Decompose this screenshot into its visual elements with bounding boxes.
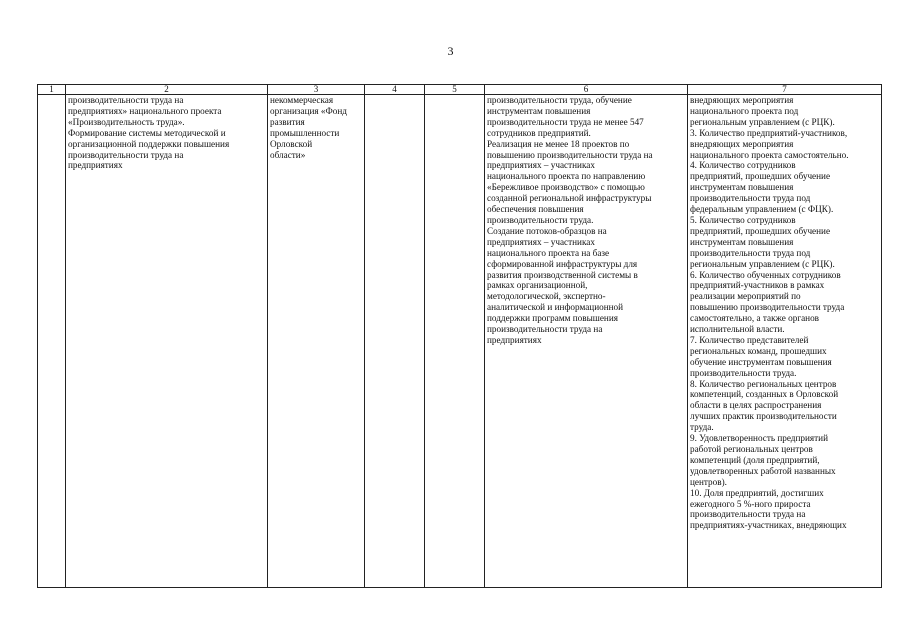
document-table bbox=[37, 84, 882, 588]
page-number: 3 bbox=[447, 44, 454, 58]
column-header-3: 3 bbox=[268, 85, 365, 95]
cell-col6-text: производительности труда, обучение инструментам повышения производительности труда не менее 547 сотрудников предприятий. Реализация не менее 18 проектов по повышению производительности труда на предприятиях – участниках национального проекта по направлению «Бережливое производство» с помощью созданной региональной инфраструктуры обеспечения повышения производительности труда. Создание потоков-образцов на предприятиях – участниках национального проекта на базе сформированной инфраструктуры для развития производственной системы в рамках организационной, методологической, экспертно- аналитической и информационной поддержки программ повышения производительности труда на предприятиях bbox=[487, 95, 653, 345]
column-header-2: 2 bbox=[66, 85, 268, 95]
cell-col4 bbox=[365, 95, 425, 588]
cell-col7-text: внедряющих мероприятия национального проекта под региональным управлением (с РЦК). 3. Количество предприятий-участников, внедряющих мероприятия национального проекта самостоятельно. 4. Количество сотрудников предприятий, прошедших обучение инструментам повышения производительности труда под федеральным управлением (с ФЦК). 5. Количество сотрудников предприятий, прошедших обучение инструментам повышения производительности труда под региональным управлением (с РЦК). 6. Количество обученных сотрудников предприятий-участников в рамках реализации мероприятий по повышению производительности труда самостоятельно, а также органов исполнительной власти. 7. Количество представителей региональных команд, прошедших обучение инструментам повышения производительности труда. 8. Количество региональных центров компетенций, созданных в Орловской области в целях распространения лучших практик производительности труда. 9. Удовлетворенность предприятий работой региональных центров компетенций (доля предприятий, удовлетворенных работой названных центров). 10. Доля предприятий, достигших ежегодного 5 %-ного прироста производительности труда на предприятиях-участниках, внедряющих bbox=[690, 95, 849, 531]
cell-col2-text: производительности труда на предприятиях» национального проекта «Производительность труда». Формирование системы методической и организационной поддержки повышения производительности труда на предприятиях bbox=[68, 95, 230, 171]
cell-col5 bbox=[425, 95, 485, 588]
header-row bbox=[38, 85, 882, 95]
cell-col2 bbox=[66, 95, 268, 588]
column-header-7: 7 bbox=[688, 85, 882, 95]
table-row bbox=[38, 95, 882, 588]
cell-col3-text: некоммерческая организация «Фонд развития промышленности Орловской области» bbox=[270, 95, 347, 160]
cell-col6 bbox=[485, 95, 688, 588]
column-header-5: 5 bbox=[425, 85, 485, 95]
cell-col1 bbox=[38, 95, 66, 588]
column-header-6: 6 bbox=[485, 85, 688, 95]
column-header-1: 1 bbox=[38, 85, 66, 95]
cell-col7 bbox=[688, 95, 882, 588]
column-header-4: 4 bbox=[365, 85, 425, 95]
cell-col3 bbox=[268, 95, 365, 588]
